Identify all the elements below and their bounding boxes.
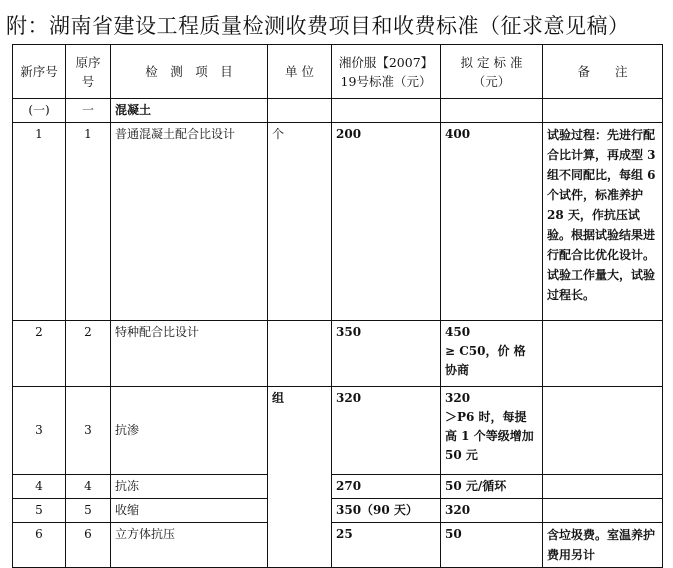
row-note: 含垃圾费。室温养护费用另计 <box>543 523 663 568</box>
row-note <box>543 475 663 499</box>
row-new-price: 400 <box>441 123 543 321</box>
section-row <box>13 99 663 123</box>
header-unit: 单 位 <box>268 45 332 99</box>
section-new-no: (一) <box>13 99 66 123</box>
row-orig-no: 6 <box>66 523 111 568</box>
row-old-price: 320 <box>332 387 441 475</box>
row-item: 收缩 <box>111 499 268 523</box>
row-new-price: 320 <box>441 499 543 523</box>
row-new-no: 1 <box>13 123 66 321</box>
row-old-price: 270 <box>332 475 441 499</box>
header-orig-no: 原序号 <box>66 45 111 99</box>
row-item: 抗冻 <box>111 475 268 499</box>
row-unit: 组 <box>268 387 332 568</box>
header-item: 检 测 项 目 <box>111 45 268 99</box>
section-note <box>543 99 663 123</box>
row-orig-no: 3 <box>66 387 111 475</box>
table-row <box>13 321 663 387</box>
table-row <box>13 475 663 499</box>
section-new-price <box>441 99 543 123</box>
row-note <box>543 321 663 387</box>
row-orig-no: 2 <box>66 321 111 387</box>
section-orig-no: 一 <box>66 99 111 123</box>
section-old-price <box>332 99 441 123</box>
header-new-price: 拟 定 标 准（元） <box>441 45 543 99</box>
header-note: 备 注 <box>543 45 663 99</box>
row-new-no: 5 <box>13 499 66 523</box>
row-new-no: 3 <box>13 387 66 475</box>
row-new-price: 50 元/循环 <box>441 475 543 499</box>
row-orig-no: 1 <box>66 123 111 321</box>
row-new-no: 4 <box>13 475 66 499</box>
fee-table <box>12 44 663 568</box>
row-old-price: 350 <box>332 321 441 387</box>
table-row <box>13 523 663 568</box>
table-row <box>13 499 663 523</box>
row-item: 立方体抗压 <box>111 523 268 568</box>
row-old-price: 200 <box>332 123 441 321</box>
header-new-no: 新序号 <box>13 45 66 99</box>
page-title: 附：湖南省建设工程质量检测收费项目和收费标准（征求意见稿） <box>6 14 630 38</box>
section-unit <box>268 99 332 123</box>
row-new-price: 320 ＞P6 时，每提高 1 个等级增加 50 元 <box>441 387 543 475</box>
header-row <box>13 45 663 99</box>
header-old-price: 湘价服【2007】19号标准（元） <box>332 45 441 99</box>
row-item: 抗渗 <box>111 387 268 475</box>
row-note <box>543 499 663 523</box>
row-old-price: 25 <box>332 523 441 568</box>
row-new-no: 6 <box>13 523 66 568</box>
row-orig-no: 5 <box>66 499 111 523</box>
section-item: 混凝土 <box>111 99 268 123</box>
row-new-price: 450 ≥ C50，价 格 协商 <box>441 321 543 387</box>
row-item: 普通混凝土配合比设计 <box>111 123 268 321</box>
row-note: 试验过程：先进行配合比计算，再成型 3 组不同配比，每组 6 个试件，标准养护 28 天，作抗压试验。根据试验结果进行配合比优化设计。试验工作量大，试验过程长。 <box>543 123 663 321</box>
row-item: 特种配合比设计 <box>111 321 268 387</box>
row-unit: 个 <box>268 123 332 321</box>
row-unit <box>268 321 332 387</box>
table-row <box>13 387 663 475</box>
row-old-price: 350（90 天） <box>332 499 441 523</box>
row-new-no: 2 <box>13 321 66 387</box>
row-note <box>543 387 663 475</box>
row-orig-no: 4 <box>66 475 111 499</box>
row-new-price: 50 <box>441 523 543 568</box>
table-row <box>13 123 663 321</box>
